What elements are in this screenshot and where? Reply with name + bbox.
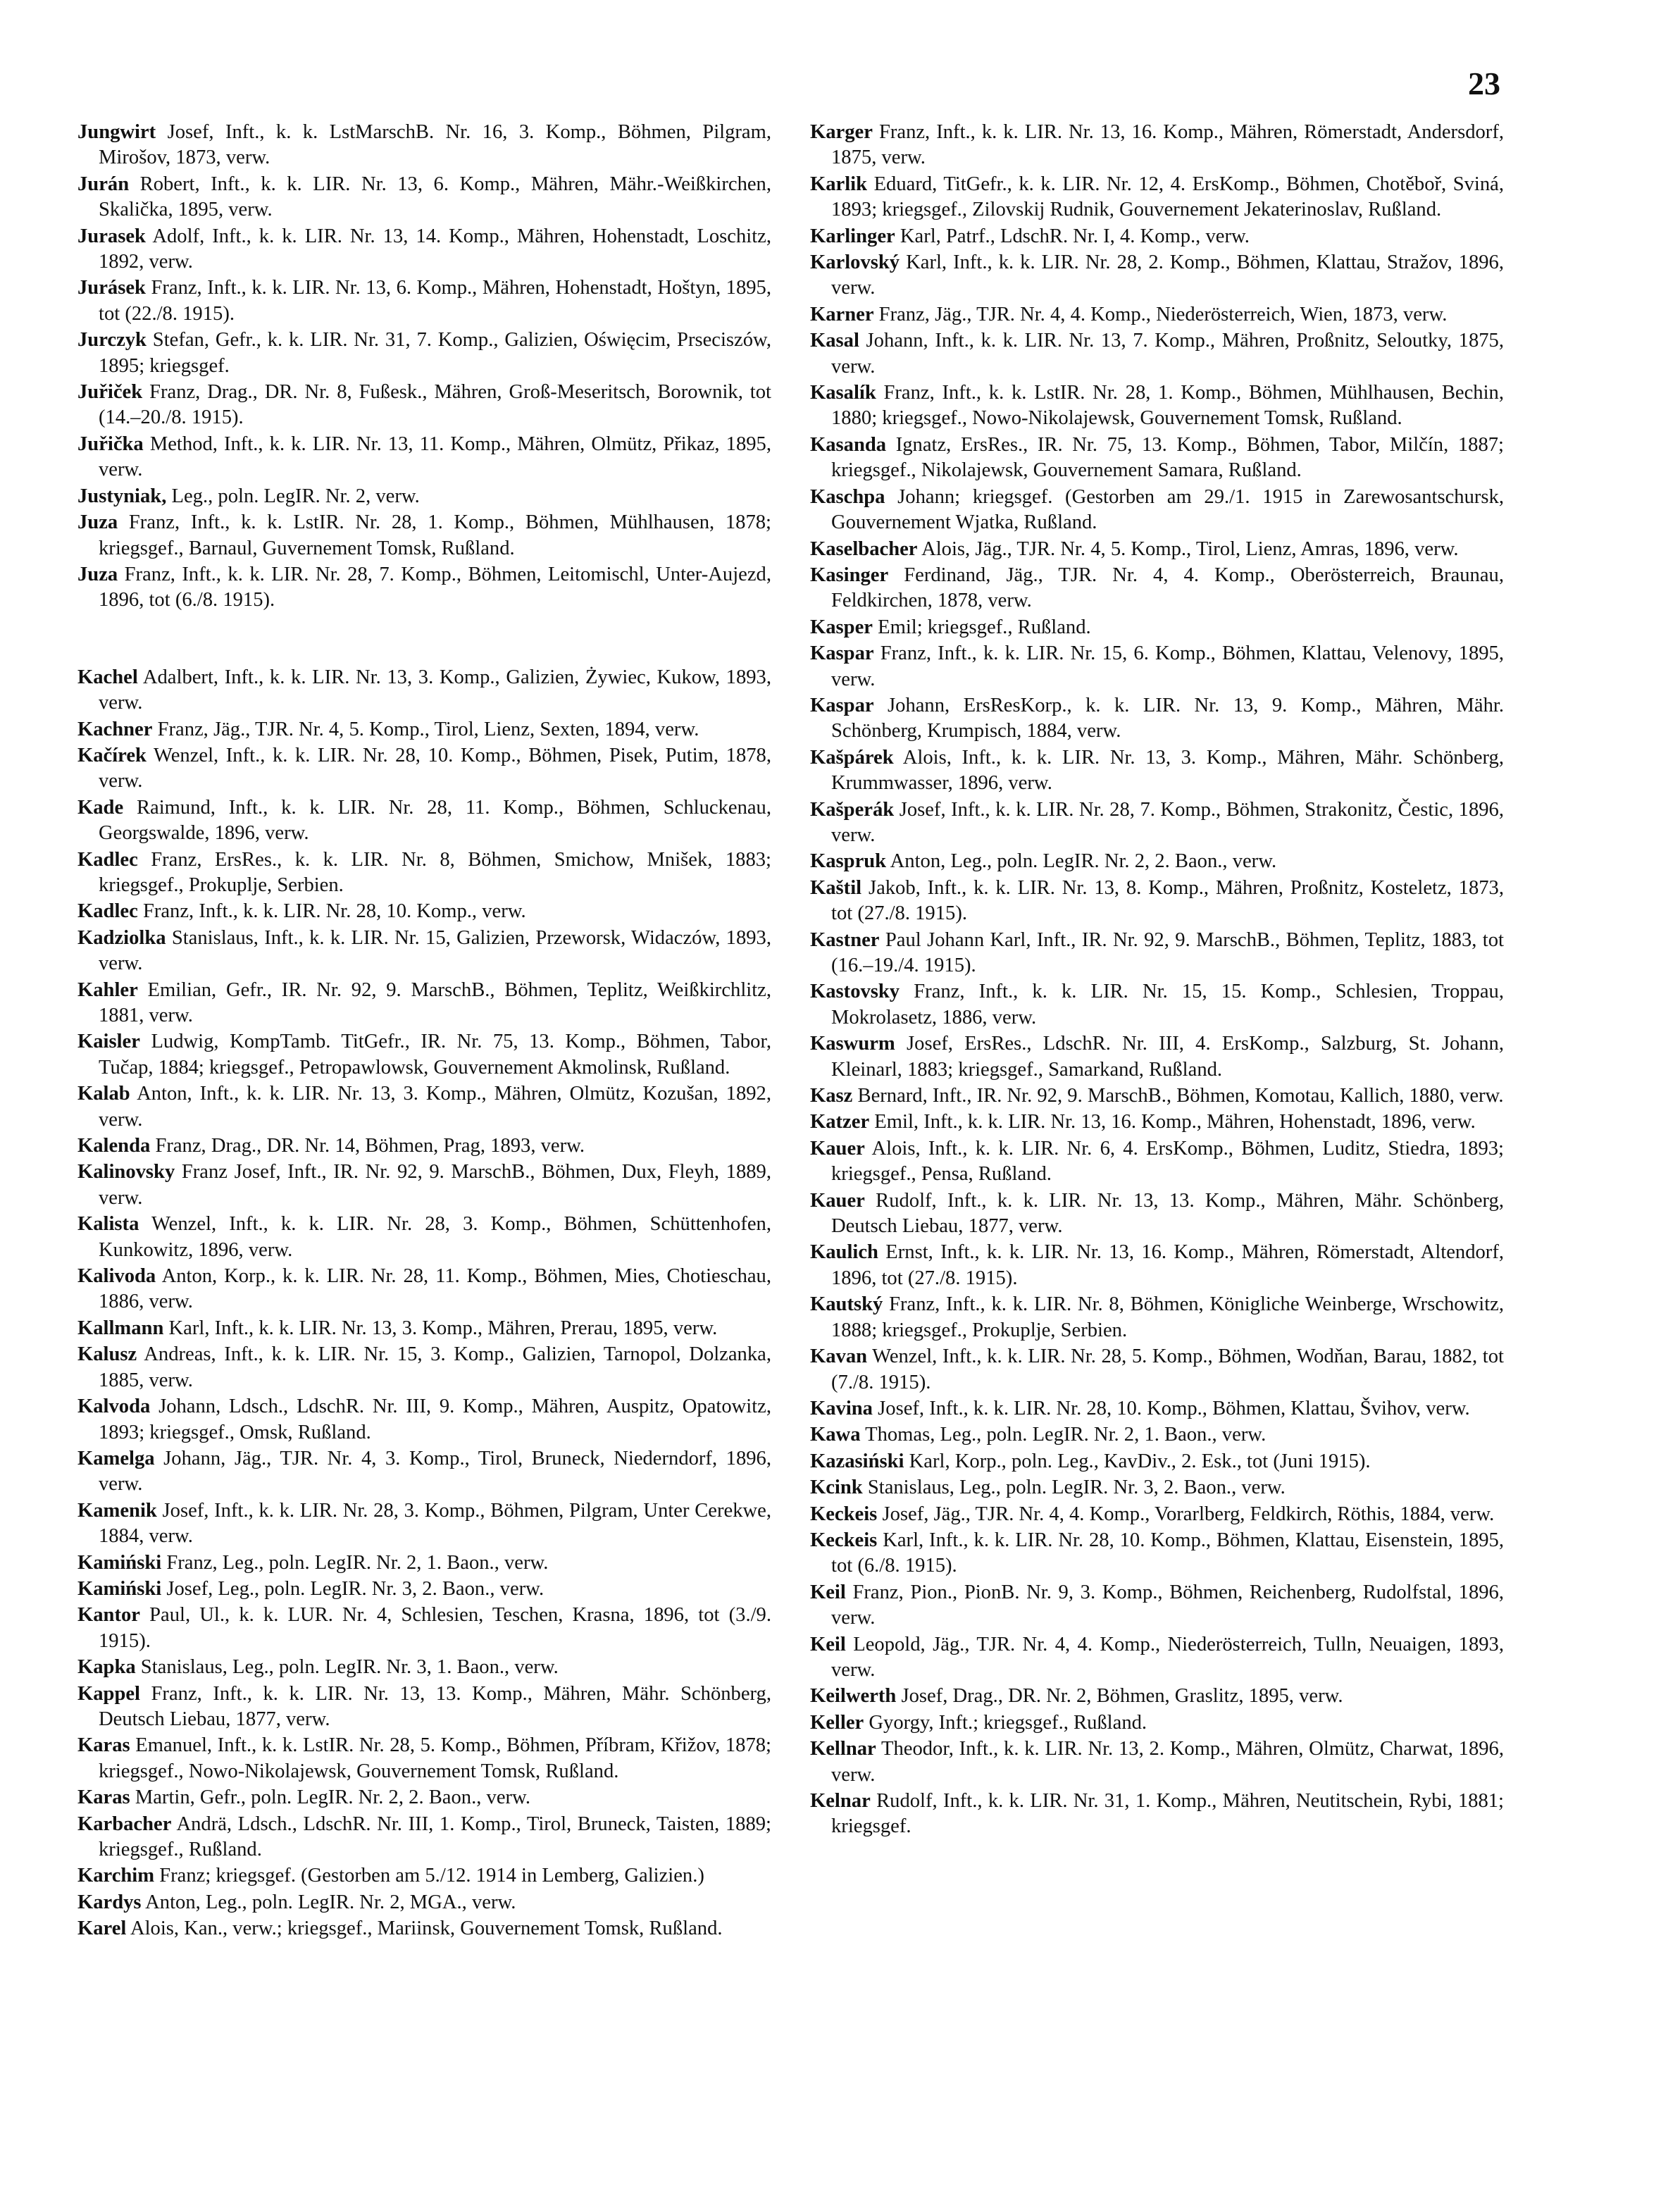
entry-surname: Kalivoda [77,1265,156,1288]
entry-surname: Juřiček [77,381,143,404]
entry-surname: Kauer [810,1189,865,1212]
entry-surname: Kadlec [77,900,138,923]
entry-surname: Karas [77,1734,130,1757]
entry-surname: Kasz [810,1085,853,1107]
entry-details: Bernard, Inft., IR. Nr. 92, 9. MarschB., Böhmen, Komotau, Kallich, 1880, verw. [857,1085,1504,1107]
entry-surname: Kaspar [810,642,874,665]
register-entry [77,172,771,223]
register-entry [77,1394,771,1446]
entry-surname: Keckeis [810,1529,878,1551]
entry-surname: Kasalík [810,382,876,404]
register-entry [810,1710,1504,1736]
entry-surname: Kalista [77,1213,139,1236]
entry-surname: Karger [810,121,873,143]
register-entry [77,1342,771,1393]
entry-surname: Keckeis [810,1503,878,1525]
entry-details: Adolf, Inft., k. k. LIR. Nr. 13, 14. Komp., Mähren, Hohenstadt, Loschitz, 1892, verw. [99,225,771,273]
register-entry [77,665,771,716]
register-entry [77,432,771,483]
entry-surname: Jurczyk [77,329,147,352]
entry-surname: Karlik [810,173,868,195]
section-gap [77,614,771,665]
register-entry [810,1083,1504,1109]
register-entry [77,1733,771,1784]
entry-surname: Kaulich [810,1241,878,1264]
register-entry [810,328,1504,380]
register-entry [77,1785,771,1810]
entry-details: Andrä, Ldsch., LdschR. Nr. III, 1. Komp., Tirol, Bruneck, Taisten, 1889; kriegsgef., Rußland. [99,1813,771,1860]
page-number: 23 [1468,66,1500,101]
entry-surname: Kalinovsky [77,1161,175,1183]
entry-details: Franz, Inft., k. k. LIR. Nr. 15, 15. Komp., Schlesien, Troppau, Mokrolasetz, 1886, verw. [831,981,1504,1028]
entry-surname: Kachel [77,666,138,688]
register-entry [810,979,1504,1031]
entry-details: Franz, Inft., k. k. LIR. Nr. 13, 13. Komp., Mähren, Mähr. Schönberg, Deutsch Liebau, 1877, verw. [99,1682,771,1730]
entry-surname: Keller [810,1711,864,1734]
entry-details: Eduard, TitGefr., k. k. LIR. Nr. 12, 4. ErsKomp., Böhmen, Chotěboř, Sviná, 1893; kriegsgef., Zilovskij Rudnik, Gouvernement Jekaterinoslav, Rußland. [831,173,1504,221]
entry-details: Wenzel, Inft., k. k. LIR. Nr. 28, 5. Komp., Böhmen, Wodňan, Barau, 1882, tot (7./8. 1915). [831,1346,1504,1393]
entry-surname: Karas [77,1786,130,1809]
register-entry [810,1789,1504,1840]
entry-details: Josef, Inft., k. k. LstMarschB. Nr. 16, 3. Komp., Böhmen, Pilgram, Mirošov, 1873, verw. [99,121,771,169]
register-entry [77,1655,771,1680]
register-entry [810,876,1504,927]
entry-details: Karl, Inft., k. k. LIR. Nr. 28, 2. Komp., Böhmen, Klattau, Stražov, 1896, verw. [831,251,1504,299]
entry-surname: Kaštil [810,876,862,899]
entry-details: Johann, Ldsch., LdschR. Nr. III, 9. Komp., Mähren, Auspitz, Opatowitz, 1893; kriegsgef., Omsk, Rußland. [99,1396,771,1443]
entry-details: Johann, Inft., k. k. LIR. Nr. 13, 7. Komp., Mähren, Proßnitz, Seloutky, 1875, verw. [831,330,1504,378]
register-entry [810,537,1504,562]
entry-details: Anton, Korp., k. k. LIR. Nr. 28, 11. Komp., Böhmen, Mies, Chotieschau, 1886, verw. [99,1265,772,1313]
entry-details: Martin, Gefr., poln. LegIR. Nr. 2, 2. Baon., verw. [135,1786,530,1809]
register-entry [77,1316,771,1341]
entry-details: Ludwig, KompTamb. TitGefr., IR. Nr. 75, 13. Komp., Böhmen, Tabor, Tučap, 1884; kriegsgef., Petropawlowsk, Gouvernement Akmolinsk, Rußland. [99,1031,771,1079]
register-entry [810,797,1504,849]
register-entry [77,380,771,431]
entry-surname: Kaselbacher [810,537,918,560]
entry-details: Thomas, Leg., poln. LegIR. Nr. 2, 1. Baon., verw. [865,1424,1267,1446]
register-entry [810,1136,1504,1188]
entry-details: Leg., poln. LegIR. Nr. 2, verw. [171,485,420,507]
entry-surname: Juza [77,511,118,534]
entry-details: Josef, Inft., k. k. LIR. Nr. 28, 10. Komp., Böhmen, Klattau, Švihov, verw. [878,1397,1470,1419]
register-entry [77,1029,771,1081]
register-entry [77,795,771,847]
entry-details: Leopold, Jäg., TJR. Nr. 4, 4. Komp., Niederösterreich, Tulln, Neuaigen, 1893, verw. [831,1633,1504,1681]
entry-surname: Kade [77,796,124,819]
register-entry [77,1550,771,1576]
entry-surname: Kappel [77,1682,140,1705]
entry-surname: Kaspar [810,694,874,716]
entry-details: Alois, Jäg., TJR. Nr. 4, 5. Komp., Tirol, Lienz, Amras, 1896, verw. [921,537,1459,560]
entry-details: Stefan, Gefr., k. k. LIR. Nr. 31, 7. Komp., Galizien, Oświęcim, Prseciszów, 1895; kriegsgef. [99,329,771,377]
entry-details: Franz, Pion., PionB. Nr. 9, 3. Komp., Böhmen, Reichenberg, Rudolfstal, 1896, verw. [831,1581,1504,1629]
entry-surname: Katzer [810,1111,870,1133]
register-entry [810,1475,1504,1500]
entry-details: Rudolf, Inft., k. k. LIR. Nr. 31, 1. Komp., Mähren, Neutitschein, Rybi, 1881; kriegsgef. [831,1790,1504,1838]
entry-surname: Kallmann [77,1317,164,1339]
entry-surname: Kantor [77,1604,140,1627]
entry-details: Franz Josef, Inft., IR. Nr. 92, 9. MarschB., Böhmen, Dux, Fleyh, 1889, verw. [99,1161,771,1209]
entry-details: Emil; kriegsgef., Rußland. [878,616,1091,638]
entry-surname: Kalab [77,1083,130,1105]
entry-surname: Kamelga [77,1447,155,1469]
right-entries-list [810,120,1504,1840]
entry-surname: Kaswurm [810,1033,895,1055]
entry-surname: Kavina [810,1397,873,1419]
entry-details: Raimund, Inft., k. k. LIR. Nr. 28, 11. Komp., Böhmen, Schluckenau, Georgswalde, 1896, verw. [99,796,772,845]
register-entry [77,1212,771,1263]
entry-details: Franz, Inft., k. k. LstIR. Nr. 28, 1. Komp., Böhmen, Mühlhausen, 1878; kriegsgef., Barnaul, Guvernement Tomsk, Rußland. [99,511,771,559]
register-entry [810,172,1504,223]
register-entry [810,302,1504,328]
register-entry [810,1528,1504,1579]
register-entry [810,641,1504,692]
register-entry [77,1264,771,1315]
entry-details: Josef, Leg., poln. LegIR. Nr. 3, 2. Baon., verw. [166,1577,545,1600]
entry-details: Franz, Inft., k. k. LstIR. Nr. 28, 1. Komp., Böhmen, Mühlhausen, Bechin, 1880; kriegsgef., Nowo-Nikolajewsk, Gouvernement Tomsk, Rußland. [831,382,1504,430]
entry-surname: Jurán [77,173,130,195]
entry-surname: Kašpárek [810,746,894,769]
entry-details: Josef, Inft., k. k. LIR. Nr. 28, 3. Komp., Böhmen, Pilgram, Unter Cerekwe, 1884, verw. [99,1499,771,1548]
register-entry [810,1396,1504,1422]
register-entry [77,1890,771,1915]
entry-surname: Kačírek [77,744,147,766]
entry-surname: Kasper [810,616,873,638]
entry-details: Stanislaus, Inft., k. k. LIR. Nr. 15, Galizien, Przeworsk, Widaczów, 1893, verw. [99,926,771,975]
register-entry [810,1736,1504,1788]
register-entry [77,1812,771,1863]
entry-surname: Kasanda [810,433,887,456]
register-entry [810,433,1504,484]
entry-surname: Kahler [77,978,138,1001]
register-entry [77,1446,771,1498]
j-entries-list [77,120,771,614]
entry-details: Karl, Inft., k. k. LIR. Nr. 28, 10. Komp., Böhmen, Klattau, Eisenstein, 1895, tot (6./8. 1915). [831,1529,1504,1577]
entry-details: Franz, Inft., k. k. LIR. Nr. 8, Böhmen, Königliche Weinberge, Wrschowitz, 1888; kriegsgef., Prokuplje, Serbien. [831,1293,1504,1341]
register-entry [77,1081,771,1133]
register-entry [77,1603,771,1654]
entry-details: Andreas, Inft., k. k. LIR. Nr. 15, 3. Komp., Galizien, Tarnopol, Dolzanka, 1885, verw. [99,1343,771,1391]
entry-surname: Kalusz [77,1343,137,1366]
register-entry [77,510,771,561]
register-entry [77,484,771,509]
entry-surname: Kastovsky [810,981,900,1003]
entry-surname: Jurásek [77,277,146,299]
entry-details: Stanislaus, Leg., poln. LegIR. Nr. 3, 1. Baon., verw. [140,1656,559,1679]
register-entry [77,328,771,379]
left-column [77,120,771,1943]
register-entry [810,1344,1504,1396]
entry-surname: Kalvoda [77,1396,151,1418]
entry-details: Emanuel, Inft., k. k. LstIR. Nr. 28, 5. Komp., Böhmen, Příbram, Křižov, 1878; kriegsgef., Nowo-Nikolajewsk, Gouvernement Tomsk, Rußland. [99,1734,772,1782]
register-entry [810,1502,1504,1527]
register-entry [77,899,771,924]
register-entry [810,563,1504,614]
entry-details: Karl, Patrf., LdschR. Nr. I, 4. Komp., verw. [900,225,1250,247]
entry-surname: Keil [810,1633,846,1655]
entry-surname: Kawa [810,1424,861,1446]
entry-surname: Kelnar [810,1790,871,1812]
entry-details: Franz; kriegsgef. (Gestorben am 5./12. 1914 in Lemberg, Galizien.) [159,1865,704,1887]
entry-details: Adalbert, Inft., k. k. LIR. Nr. 13, 3. Komp., Galizien, Żywiec, Kukow, 1893, verw. [99,666,771,714]
register-entry [810,1292,1504,1343]
register-entry [810,1580,1504,1632]
entry-surname: Juřička [77,433,144,455]
entry-details: Franz, Inft., k. k. LIR. Nr. 13, 6. Komp., Mähren, Hohenstadt, Hoštyn, 1895, tot (22./8. 1915). [99,277,771,325]
register-entry [810,1684,1504,1709]
entry-details: Theodor, Inft., k. k. LIR. Nr. 13, 2. Komp., Mähren, Olmütz, Charwat, 1896, verw. [831,1738,1504,1786]
entry-surname: Kaspruk [810,850,887,873]
entry-details: Wenzel, Inft., k. k. LIR. Nr. 28, 10. Komp., Böhmen, Pisek, Putim, 1878, verw. [99,744,771,793]
entry-surname: Jurasek [77,225,146,247]
entry-surname: Kašperák [810,798,895,821]
k-entries-list [77,665,771,1942]
entry-surname: Kadziolka [77,926,166,949]
right-column [810,120,1504,1841]
entry-surname: Kaschpa [810,485,885,508]
entry-details: Franz, Inft., k. k. LIR. Nr. 15, 6. Komp., Böhmen, Klattau, Velenovy, 1895, verw. [831,642,1504,690]
entry-details: Alois, Kan., verw.; kriegsgef., Mariinsk, Gouvernement Tomsk, Rußland. [130,1918,723,1940]
entry-surname: Kachner [77,718,153,740]
entry-details: Ignatz, ErsRes., IR. Nr. 75, 13. Komp., Böhmen, Tabor, Milčín, 1887; kriegsgef., Nikolajewsk, Gouvernement Samara, Rußland. [831,433,1504,482]
entry-surname: Justyniak, [77,485,167,507]
entry-details: Paul Johann Karl, Inft., IR. Nr. 92, 9. MarschB., Böhmen, Teplitz, 1883, tot (16.–19./4. 1915). [831,928,1504,976]
register-entry [810,1031,1504,1083]
register-entry [810,849,1504,874]
register-entry [810,250,1504,302]
register-entry [77,1577,771,1602]
entry-surname: Karlinger [810,225,895,247]
entry-surname: Keilwerth [810,1685,897,1708]
entry-surname: Kautský [810,1293,883,1316]
entry-details: Anton, Inft., k. k. LIR. Nr. 13, 3. Komp., Mähren, Olmütz, Kozušan, 1892, verw. [99,1083,771,1131]
entry-surname: Kalenda [77,1135,151,1157]
entry-details: Franz, Inft., k. k. LIR. Nr. 28, 10. Komp., verw. [142,900,526,923]
register-entry [77,847,771,899]
entry-surname: Kcink [810,1477,863,1499]
entry-surname: Karchim [77,1865,155,1887]
register-entry [77,717,771,742]
entry-details: Johann, Jäg., TJR. Nr. 4, 3. Komp., Tirol, Bruneck, Niederndorf, 1896, verw. [99,1447,771,1496]
entry-surname: Karel [77,1918,127,1940]
entry-details: Wenzel, Inft., k. k. LIR. Nr. 28, 3. Komp., Böhmen, Schüttenhofen, Kunkowitz, 1896, verw. [99,1213,771,1261]
entry-details: Johann; kriegsgef. (Gestorben am 29./1. 1915 in Zarewosantschursk, Gouvernement Wjatka, Rußland. [831,485,1504,534]
register-entry [77,1916,771,1941]
register-entry [77,1498,771,1550]
entry-details: Franz, Jäg., TJR. Nr. 4, 5. Komp., Tirol, Lienz, Sexten, 1894, verw. [157,718,699,740]
entry-details: Josef, Jäg., TJR. Nr. 4, 4. Komp., Vorarlberg, Feldkirch, Röthis, 1884, verw. [882,1503,1495,1525]
entry-details: Franz, Inft., k. k. LIR. Nr. 28, 7. Komp., Böhmen, Leitomischl, Unter-Aujezd, 1896, tot (6./8. 1915). [99,563,771,611]
register-entry [77,926,771,977]
entry-details: Franz, ErsRes., k. k. LIR. Nr. 8, Böhmen, Smichow, Mnišek, 1883; kriegsgef., Prokuplje, Serbien. [99,848,771,896]
entry-details: Ernst, Inft., k. k. LIR. Nr. 13, 16. Komp., Mähren, Römerstadt, Altendorf, 1896, tot (27./8. 1915). [831,1241,1504,1289]
register-entry [77,978,771,1029]
register-entry [810,928,1504,979]
register-entry [810,1188,1504,1240]
entry-details: Anton, Leg., poln. LegIR. Nr. 2, 2. Baon., verw. [890,850,1277,873]
entry-details: Gyorgy, Inft.; kriegsgef., Rußland. [869,1711,1147,1734]
entry-details: Method, Inft., k. k. LIR. Nr. 13, 11. Komp., Mähren, Olmütz, Přikaz, 1895, verw. [99,433,771,481]
entry-details: Franz, Leg., poln. LegIR. Nr. 2, 1. Baon., verw. [166,1551,549,1574]
entry-surname: Jungwirt [77,121,156,143]
entry-details: Karl, Inft., k. k. LIR. Nr. 13, 3. Komp., Mähren, Prerau, 1895, verw. [168,1317,718,1339]
entry-details: Alois, Inft., k. k. LIR. Nr. 13, 3. Komp., Mähren, Mähr. Schönberg, Krummwasser, 1896, verw. [831,746,1504,795]
entry-details: Franz, Inft., k. k. LIR. Nr. 13, 16. Komp., Mähren, Römerstadt, Andersdorf, 1875, verw. [831,121,1504,169]
register-entry [810,1422,1504,1448]
register-entry [810,1240,1504,1291]
entry-details: Robert, Inft., k. k. LIR. Nr. 13, 6. Komp., Mähren, Mähr.-Weißkirchen, Skalička, 1895, verw. [99,173,771,221]
entry-details: Jakob, Inft., k. k. LIR. Nr. 13, 8. Komp., Mähren, Proßnitz, Kosteletz, 1873, tot (27./8. 1915). [831,876,1504,925]
entry-details: Franz, Jäg., TJR. Nr. 4, 4. Komp., Niederösterreich, Wien, 1873, verw. [878,303,1448,325]
entry-surname: Kamiński [77,1577,162,1600]
entry-details: Ferdinand, Jäg., TJR. Nr. 4, 4. Komp., Oberösterreich, Braunau, Feldkirchen, 1878, verw. [831,564,1504,612]
entry-details: Johann, ErsResKorp., k. k. LIR. Nr. 13, 9. Komp., Mähren, Mähr. Schönberg, Krumpisch, 1884, verw. [831,694,1505,742]
entry-surname: Kadlec [77,848,138,871]
register-entry [810,380,1504,432]
register-entry [810,224,1504,249]
entry-surname: Kavan [810,1346,868,1368]
entry-surname: Keil [810,1581,846,1603]
entry-details: Rudolf, Inft., k. k. LIR. Nr. 13, 13. Komp., Mähren, Mähr. Schönberg, Deutsch Liebau, 1877, verw. [831,1189,1504,1238]
entry-details: Josef, Inft., k. k. LIR. Nr. 28, 7. Komp., Böhmen, Strakonitz, Čestic, 1896, verw. [831,798,1504,846]
entry-surname: Kardys [77,1891,142,1913]
entry-surname: Karlovský [810,251,900,274]
register-entry [77,1133,771,1159]
entry-surname: Kapka [77,1656,136,1679]
register-entry [77,562,771,614]
entry-surname: Karner [810,303,874,325]
register-entry [810,1449,1504,1474]
entry-surname: Kaisler [77,1031,140,1053]
entry-surname: Kazasiński [810,1450,904,1472]
entry-surname: Kamiński [77,1551,162,1574]
entry-details: Franz, Drag., DR. Nr. 14, Böhmen, Prag, 1893, verw. [155,1135,585,1157]
entry-surname: Karbacher [77,1813,172,1835]
register-entry [77,1863,771,1889]
register-entry [77,224,771,275]
register-entry [77,743,771,795]
entry-details: Emil, Inft., k. k. LIR. Nr. 13, 16. Komp., Mähren, Hohenstadt, 1896, verw. [874,1111,1476,1133]
entry-details: Anton, Leg., poln. LegIR. Nr. 2, MGA., verw. [145,1891,516,1913]
register-entry [810,615,1504,640]
entry-details: Alois, Inft., k. k. LIR. Nr. 6, 4. ErsKomp., Böhmen, Luditz, Stiedra, 1893; kriegsgef., Pensa, Rußland. [831,1137,1504,1186]
entry-surname: Kellnar [810,1738,876,1760]
entry-surname: Kamenik [77,1499,157,1522]
register-entry [810,1632,1504,1684]
register-entry [810,1110,1504,1135]
entry-details: Franz, Drag., DR. Nr. 8, Fußesk., Mähren, Groß-Meseritsch, Borownik, tot (14.–20./8. 1915). [99,381,771,429]
register-entry [77,275,771,327]
register-entry [810,485,1504,536]
entry-surname: Juza [77,563,118,585]
entry-details: Paul, Ul., k. k. LUR. Nr. 4, Schlesien, Teschen, Krasna, 1896, tot (3./9. 1915). [99,1604,771,1652]
entry-surname: Kastner [810,928,880,951]
entry-details: Stanislaus, Leg., poln. LegIR. Nr. 3, 2. Baon., verw. [867,1477,1286,1499]
register-entry [810,693,1504,745]
register-entry [810,120,1504,171]
entry-surname: Kasal [810,330,859,352]
register-entry [77,1682,771,1733]
entry-details: Karl, Korp., poln. Leg., KavDiv., 2. Esk., tot (Juni 1915). [909,1450,1371,1472]
register-entry [810,745,1504,797]
entry-details: Josef, ErsRes., LdschR. Nr. III, 4. ErsKomp., Salzburg, St. Johann, Kleinarl, 1883; kriegsgef., Samarkand, Rußland. [831,1033,1505,1081]
entry-details: Josef, Drag., DR. Nr. 2, Böhmen, Graslitz, 1895, verw. [901,1685,1343,1708]
entry-surname: Kasinger [810,564,889,586]
entry-surname: Kauer [810,1137,865,1160]
entry-details: Emilian, Gefr., IR. Nr. 92, 9. MarschB., Böhmen, Teplitz, Weißkirchlitz, 1881, verw. [99,978,771,1026]
register-entry [77,1160,771,1211]
register-entry [77,120,771,171]
